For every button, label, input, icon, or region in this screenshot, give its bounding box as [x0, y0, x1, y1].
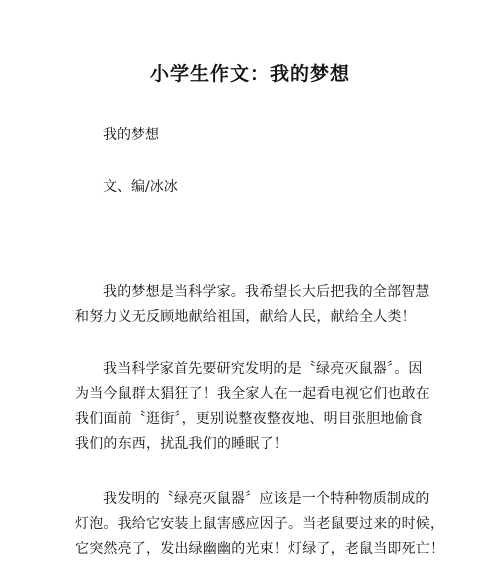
- paragraph-line: 为当今鼠群太猖狂了！我全家人在一起看电视它们也敢在: [75, 386, 430, 402]
- paragraph-line: 我们面前〝逛街〞，更别说整夜整夜地、明目张胆地偷食: [75, 411, 423, 427]
- paragraph-line: 我的梦想是当科学家。我希望长大后把我的全部智慧: [103, 284, 430, 300]
- paragraph-3: [75, 487, 445, 562]
- paragraph-line: 和努力义无反顾地献给祖国，献给人民，献给全人类！: [75, 309, 416, 325]
- paragraph-line: 灯泡。我给它安装上鼠害感应因子。当老鼠要过来的时候，: [75, 516, 445, 532]
- paragraph-line: 我发明的〝绿亮灭鼠器〞应该是一个特种物质制成的: [103, 491, 430, 507]
- author-byline: 文、编/冰冰: [103, 179, 178, 195]
- paragraph-1: [75, 280, 430, 330]
- paragraph-line: 它突然亮了，发出绿幽幽的光束！灯绿了，老鼠当即死亡！: [75, 541, 445, 557]
- essay-subtitle: 我的梦想: [103, 127, 159, 143]
- paragraph-2: [75, 357, 430, 457]
- document-title: 小学生作文：我的梦想: [149, 63, 350, 85]
- paragraph-line: 我们的东西，扰乱我们的睡眠了！: [75, 436, 288, 452]
- paragraph-line: 我当科学家首先要研究发明的是〝绿亮灭鼠器〞。因: [103, 361, 423, 377]
